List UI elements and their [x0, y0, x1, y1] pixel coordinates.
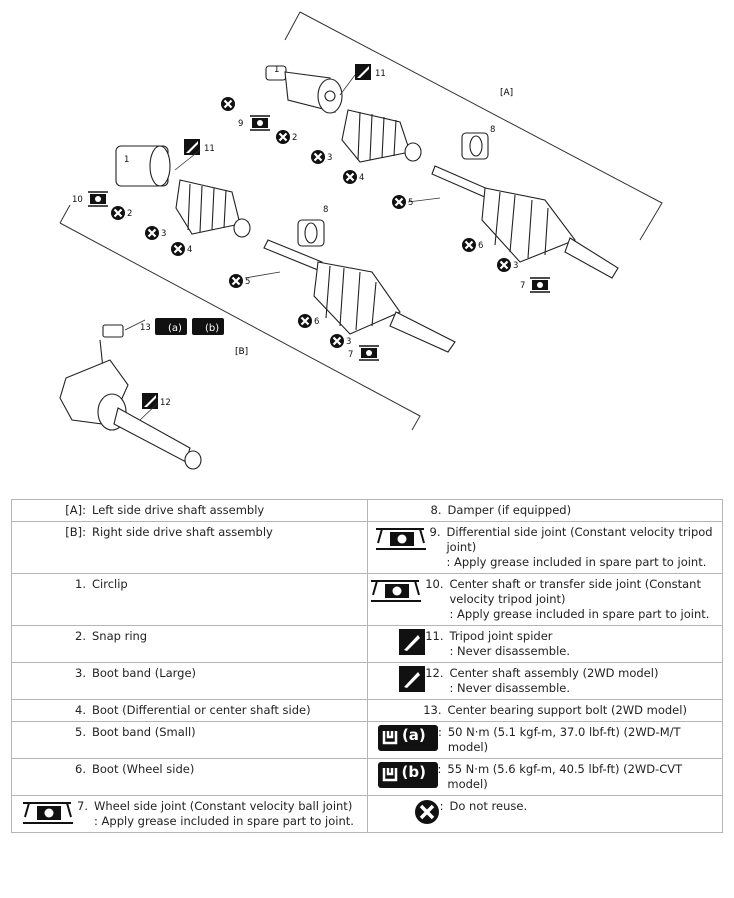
legend-description: Tripod joint spider : Never disassemble. — [449, 629, 570, 658]
legend-number: 11. — [425, 629, 444, 643]
legend-row — [12, 522, 723, 574]
torque-a-icon — [372, 725, 442, 755]
legend-cell-left — [12, 574, 368, 626]
torque-symbol-label: (a) — [401, 726, 426, 744]
callout-4-b: 4 — [187, 245, 193, 255]
do-not-reuse-icon — [372, 799, 444, 829]
legend-description: Boot band (Small) — [92, 725, 196, 739]
legend-number: 8. — [430, 503, 442, 517]
legend-description: Right side drive shaft assembly — [92, 525, 273, 539]
legend-row — [12, 722, 723, 759]
legend-cell-right — [367, 626, 723, 663]
legend-number: 6. — [75, 762, 86, 776]
legend-description: Do not reuse. — [449, 799, 528, 813]
legend-description: Snap ring — [92, 629, 148, 643]
callout-8-a: 8 — [490, 125, 496, 135]
callout-1-a: 1 — [274, 65, 280, 75]
legend-description: Center shaft assembly (2WD model) : Never disassemble. — [449, 666, 659, 695]
legend-cell-left — [12, 700, 368, 722]
callout-5-a: 5 — [408, 198, 414, 208]
callout-12: 12 — [160, 398, 171, 408]
callout-5-b: 5 — [245, 277, 251, 287]
callout-10: 10 — [72, 195, 83, 205]
legend-number: 2. — [75, 629, 86, 643]
callout-13: 13 — [140, 323, 151, 333]
legend-description: Boot (Wheel side) — [92, 762, 195, 776]
legend-cell-right — [367, 722, 723, 759]
legend-description: Damper (if equipped) — [447, 503, 572, 517]
legend-cell-right — [367, 574, 723, 626]
legend-cell-left — [12, 722, 368, 759]
legend-description: Differential side joint (Constant velocity tripod joint) : Apply grease included in spare part to joint. — [446, 525, 713, 569]
legend-description: Boot (Differential or center shaft side) — [92, 703, 311, 717]
group-label-a: [A] — [500, 88, 514, 98]
callout-7-a: 7 — [520, 281, 526, 291]
grease-icon — [372, 525, 441, 555]
callout-6-b: 6 — [314, 317, 320, 327]
callout-3-a2: 3 — [513, 261, 519, 271]
legend-cell-left — [12, 500, 368, 522]
callout-3-a1: 3 — [327, 153, 333, 163]
legend-description: 55 N·m (5.6 kgf-m, 40.5 lbf-ft) (2WD-CVT model) — [447, 762, 683, 791]
legend-cell-right — [367, 759, 723, 796]
callout-11-a: 11 — [375, 69, 386, 79]
grease-icon — [372, 577, 444, 607]
legend-number: : — [437, 762, 442, 776]
legend-number: 4. — [75, 703, 86, 717]
legend-row — [12, 574, 723, 626]
legend-cell-right — [367, 663, 723, 700]
legend-row — [12, 759, 723, 796]
torque-b-callout: (b) — [205, 323, 220, 334]
legend-number: 9. — [429, 525, 441, 539]
legend-row — [12, 700, 723, 722]
legend-description: Boot band (Large) — [92, 666, 197, 680]
legend-cell-right — [367, 700, 723, 722]
legend-row — [12, 796, 723, 833]
callout-2-b: 2 — [127, 209, 133, 219]
callout-1-b: 1 — [124, 155, 130, 165]
legend-row — [12, 500, 723, 522]
legend-number: [A]: — [65, 503, 86, 517]
legend-cell-right — [367, 522, 723, 574]
callout-2-a: 2 — [292, 133, 298, 143]
torque-symbol-label: (b) — [401, 763, 426, 781]
legend-number: 12. — [425, 666, 444, 680]
legend-cell-left — [12, 663, 368, 700]
legend-description: Wheel side joint (Constant velocity ball joint) : Apply grease included in spare part to joint. — [94, 799, 354, 828]
legend-description: Center bearing support bolt (2WD model) — [447, 703, 687, 717]
center-shaft-assembly — [60, 325, 201, 469]
legend-cell-right — [367, 500, 723, 522]
legend-number: : — [439, 799, 444, 813]
callout-3-b1: 3 — [161, 229, 167, 239]
legend-description: Left side drive shaft assembly — [92, 503, 265, 517]
legend-table — [11, 499, 723, 833]
legend-description: Center shaft or transfer side joint (Constant velocity tripod joint) : Apply grease included in spare part to joint. — [449, 577, 710, 621]
legend-number: 10. — [425, 577, 444, 591]
never-disassemble-icon — [372, 666, 444, 696]
callout-8-b: 8 — [323, 205, 329, 215]
group-label-b: [B] — [235, 347, 249, 357]
grease-icon — [16, 799, 88, 829]
legend-cell-left — [12, 759, 368, 796]
legend-number: 13. — [423, 703, 442, 717]
legend-description: 50 N·m (5.1 kgf-m, 37.0 lbf-ft) (2WD-M/T model) — [447, 725, 681, 754]
legend-number: [B]: — [65, 525, 86, 539]
callout-4-a: 4 — [359, 173, 365, 183]
legend-number: 1. — [75, 577, 86, 591]
legend-cell-left — [12, 626, 368, 663]
legend-number: 3. — [75, 666, 86, 680]
legend-cell-left — [12, 796, 368, 833]
never-disassemble-icon — [372, 629, 444, 659]
callout-6-a: 6 — [478, 241, 484, 251]
legend-row — [12, 626, 723, 663]
legend-number: 5. — [75, 725, 86, 739]
torque-a-callout: (a) — [168, 323, 182, 334]
callout-9: 9 — [238, 119, 244, 129]
legend-cell-left — [12, 522, 368, 574]
legend-number: : — [437, 725, 442, 739]
legend-row — [12, 663, 723, 700]
callout-3-b2: 3 — [346, 337, 352, 347]
callout-7-b: 7 — [348, 350, 354, 360]
legend-number: 7. — [77, 799, 88, 813]
legend-description: Circlip — [92, 577, 128, 591]
callout-11-b: 11 — [204, 144, 215, 154]
torque-b-icon — [372, 762, 442, 792]
legend-cell-right — [367, 796, 723, 833]
